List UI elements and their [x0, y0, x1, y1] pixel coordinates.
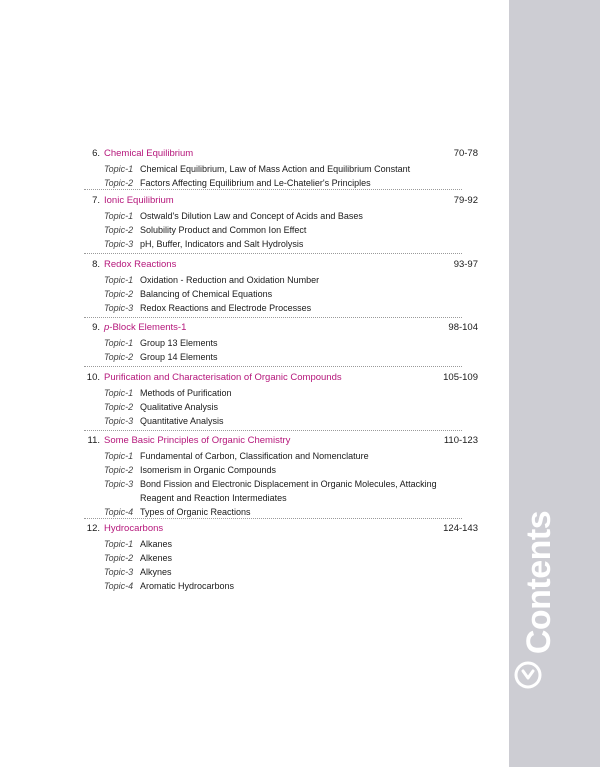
topic-item: Topic-2 Factors Affecting Equilibrium and Le-Chatelier's Principles: [104, 178, 371, 188]
topic-item: Topic-3 pH, Buffer, Indicators and Salt Hydrolysis: [104, 239, 304, 249]
chapter-title[interactable]: Ionic Equilibrium: [104, 195, 174, 206]
chapter-title[interactable]: Purification and Characterisation of Organic Compounds: [104, 372, 342, 383]
divider: [84, 189, 462, 190]
topic-item: Topic-2 Qualitative Analysis: [104, 402, 219, 412]
chapter-title[interactable]: p-Block Elements-1: [104, 322, 187, 333]
divider: [84, 518, 462, 519]
topic-item: Topic-2 Solubility Product and Common Ion Effect: [104, 225, 307, 235]
topic-item: Topic-1 Oxidation - Reduction and Oxidation Number: [104, 275, 320, 285]
topic-item: Topic-3 Quantitative Analysis: [104, 416, 224, 426]
chapter-heading: [84, 257, 478, 273]
topic-item: Topic-2 Balancing of Chemical Equations: [104, 289, 273, 299]
chapter-8[interactable]: [84, 257, 478, 315]
topic-item: Topic-2 Alkenes: [104, 553, 173, 563]
chapter-pages: 98-104: [448, 322, 478, 333]
chapter-pages: 105-109: [443, 372, 478, 383]
divider: [84, 317, 462, 318]
chapter-number: 6.: [92, 148, 100, 159]
chapter-number: 11.: [87, 435, 100, 446]
chapter-heading: [84, 193, 478, 209]
chapter-pages: 70-78: [453, 148, 478, 159]
topic-item: Topic-1 Fundamental of Carbon, Classification and Nomenclature: [104, 451, 369, 461]
side-title: [520, 510, 559, 655]
topic-item: Topic-1 Alkanes: [104, 539, 173, 549]
chapter-number: 12.: [86, 523, 100, 534]
divider: [84, 253, 462, 254]
chapter-12[interactable]: [84, 521, 478, 593]
chapter-heading: [84, 521, 478, 537]
chapter-number: 9.: [92, 322, 100, 333]
topic-item: Topic-1 Methods of Purification: [104, 388, 232, 398]
chapter-heading: [84, 320, 478, 336]
chevron-circle-icon: [513, 660, 543, 690]
topic-item: Topic-1 Chemical Equilibrium, Law of Mass Action and Equilibrium Constant: [104, 164, 411, 174]
chapter-title[interactable]: Some Basic Principles of Organic Chemistry: [104, 435, 291, 446]
chapter-pages: 110-123: [443, 435, 478, 446]
topic-item: Topic-4 Types of Organic Reactions: [104, 507, 251, 517]
chapter-11[interactable]: [84, 433, 478, 519]
chapter-title[interactable]: Hydrocarbons: [104, 523, 164, 534]
chapter-10[interactable]: [84, 370, 478, 428]
topic-item: Topic-2 Isomerism in Organic Compounds: [104, 465, 277, 475]
topic-item: Topic-1 Ostwald's Dilution Law and Concept of Acids and Bases: [104, 211, 363, 221]
chapter-number: 10.: [86, 372, 100, 383]
chapter-number: 8.: [92, 259, 100, 270]
chapter-6[interactable]: [84, 146, 478, 190]
chapter-heading: [84, 433, 478, 449]
topic-item: Topic-3 Bond Fission and Electronic Displacement in Organic Molecules, Attacking Reagent and Reaction Intermediates: [104, 479, 437, 503]
chapter-title[interactable]: Chemical Equilibrium: [104, 148, 194, 159]
chapter-title[interactable]: Redox Reactions: [104, 259, 177, 270]
chapter-pages: 124-143: [443, 523, 478, 534]
chapter-7[interactable]: [84, 193, 478, 251]
divider: [84, 366, 462, 367]
chapter-heading: [84, 146, 478, 162]
side-title-text: Contents: [520, 510, 559, 655]
topic-item: Topic-3 Redox Reactions and Electrode Processes: [104, 303, 312, 313]
topic-item: Topic-1 Group 13 Elements: [104, 338, 218, 348]
chapter-number: 7.: [92, 195, 100, 206]
topic-item: Topic-3 Alkynes: [104, 567, 172, 577]
chapter-pages: 93-97: [453, 259, 478, 270]
topic-item: Topic-4 Aromatic Hydrocarbons: [104, 581, 235, 591]
chapter-pages: 79-92: [453, 195, 478, 206]
chapter-9[interactable]: [84, 320, 478, 364]
chapter-heading: [84, 370, 478, 386]
topic-item: Topic-2 Group 14 Elements: [104, 352, 218, 362]
divider: [84, 430, 462, 431]
